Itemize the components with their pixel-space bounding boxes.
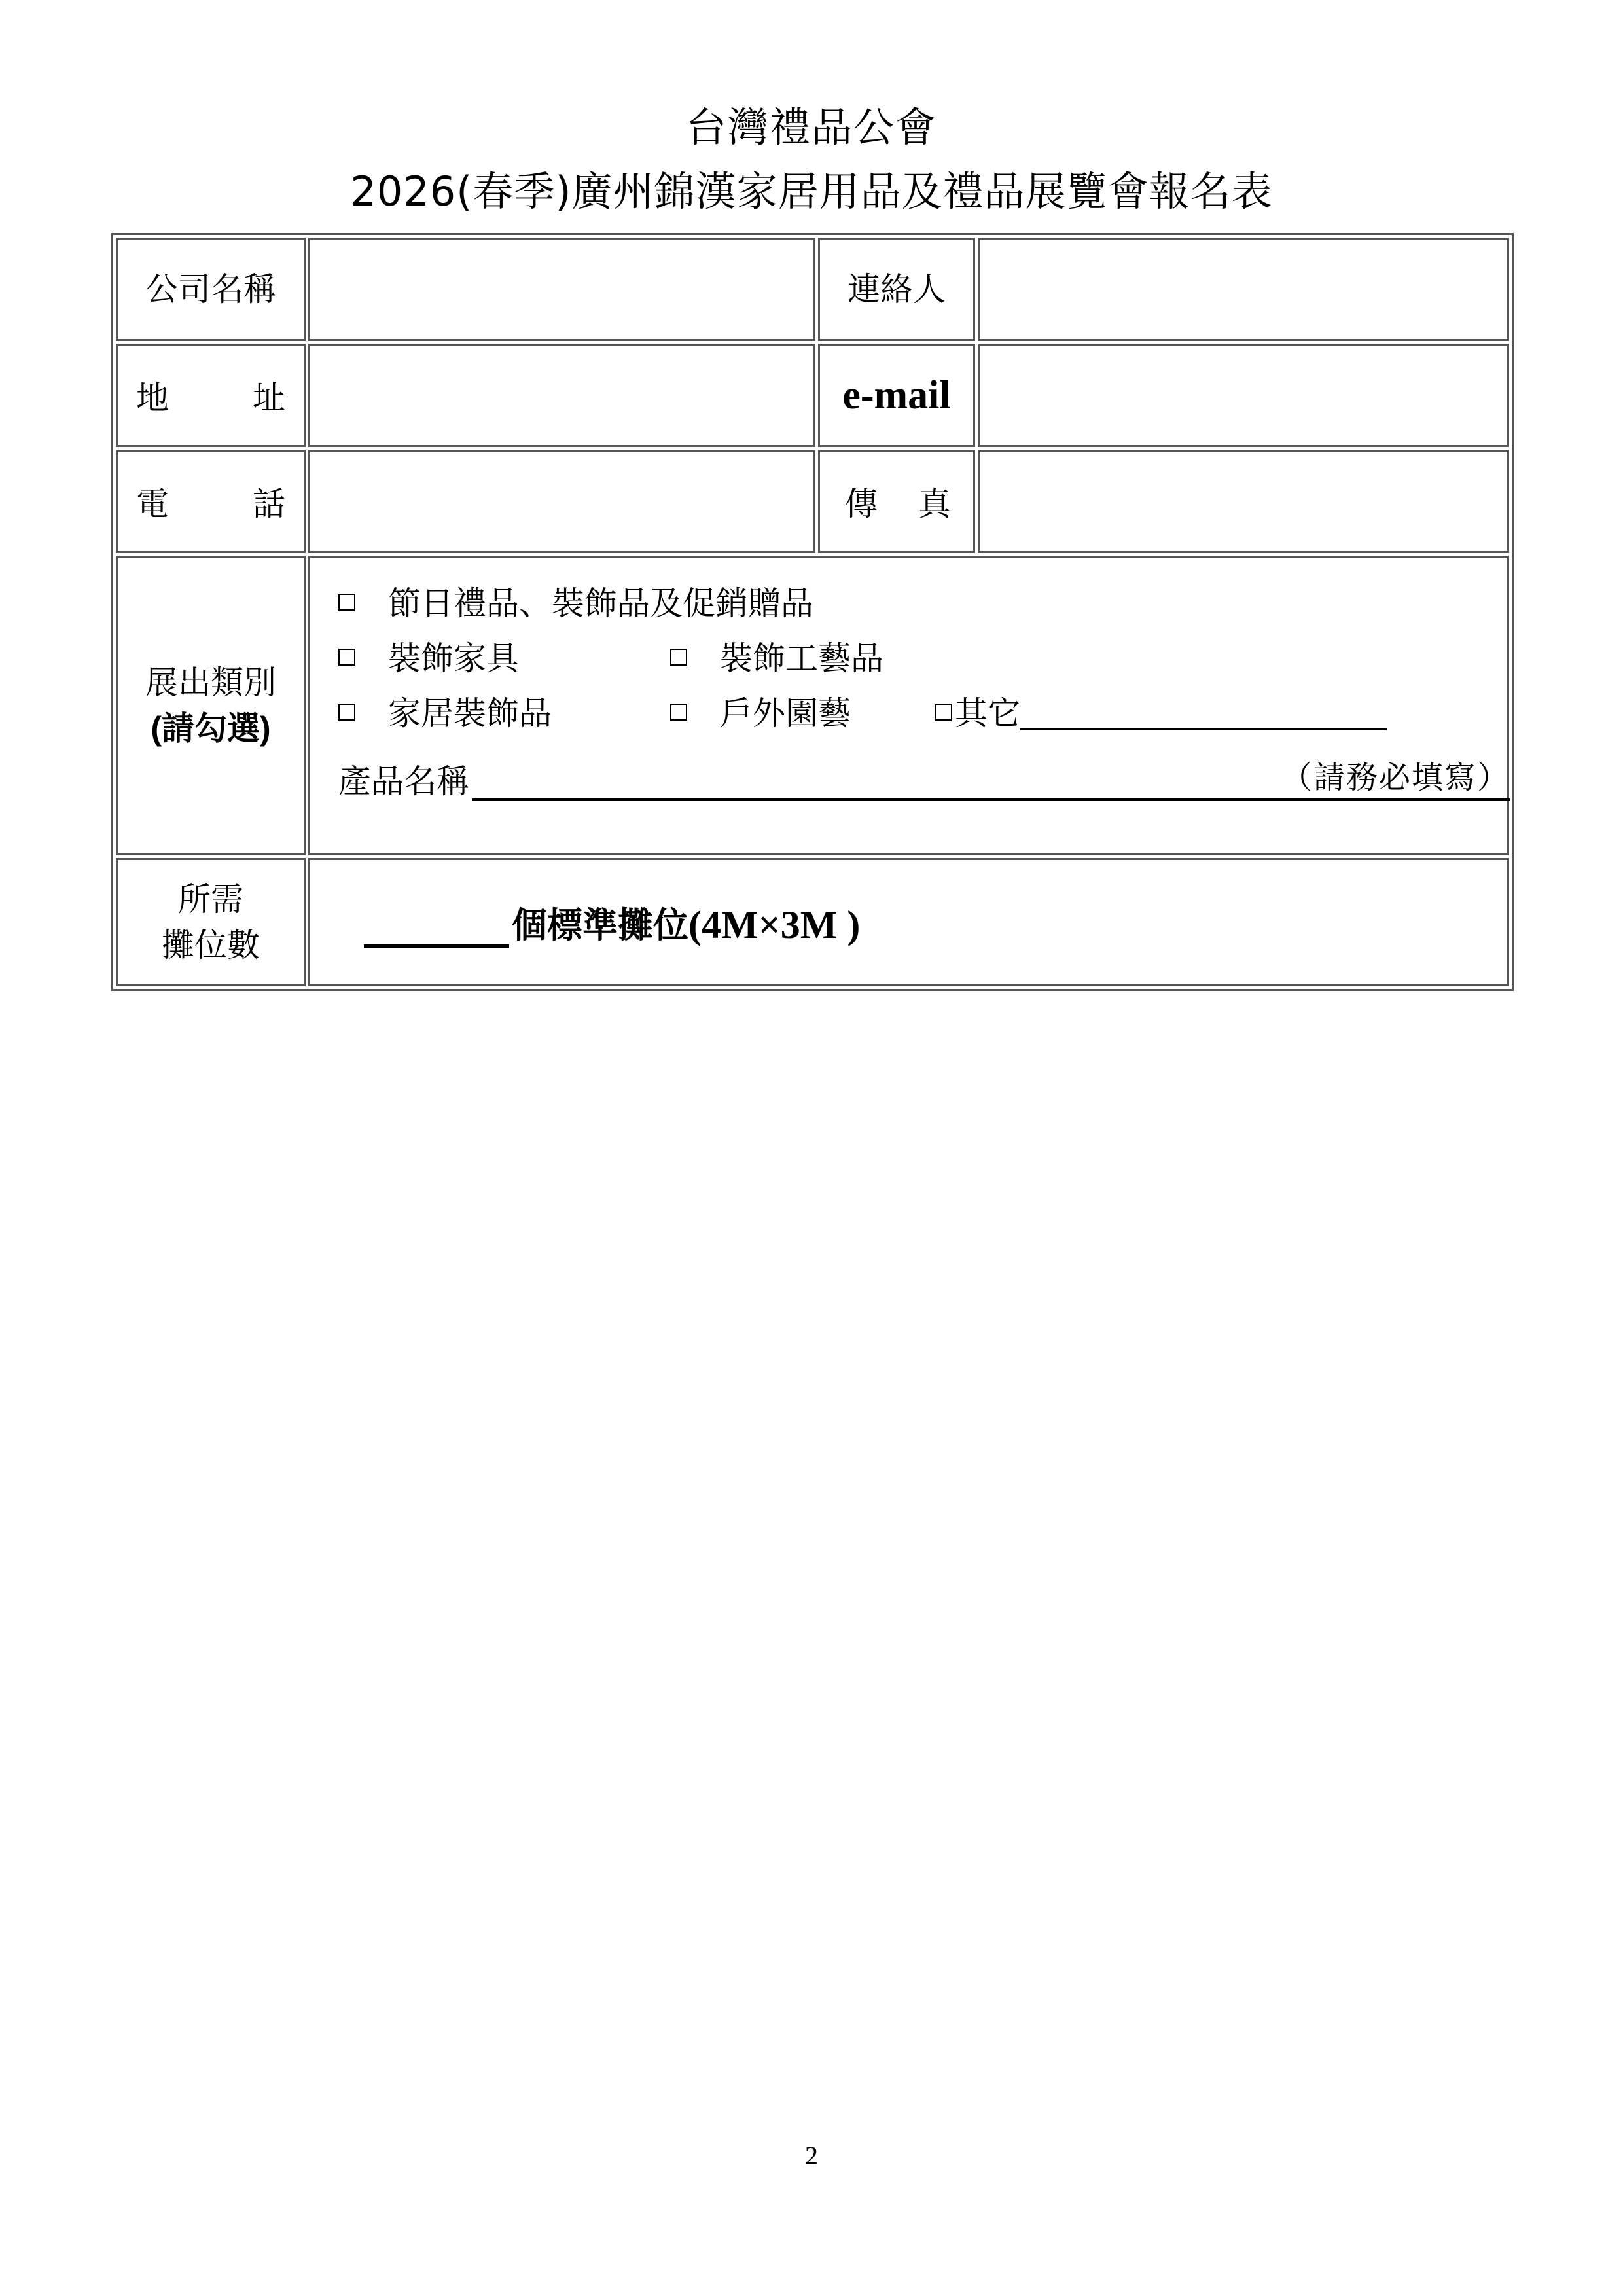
company-label: 公司名稱 (145, 270, 276, 308)
product-name-field[interactable] (472, 759, 1510, 801)
contact-person-field[interactable] (980, 240, 1507, 339)
checkbox-other[interactable] (935, 704, 952, 721)
category-label-home-decor: 家居裝飾品 (388, 694, 552, 732)
address-label-char2: 址 (253, 379, 285, 417)
category-label-other: 其它 (955, 694, 1020, 732)
fax-field[interactable] (980, 452, 1507, 551)
company-value-cell[interactable] (308, 238, 815, 341)
category-option-decor-furniture[interactable] (338, 639, 519, 678)
checkbox-decor-furniture[interactable] (338, 649, 355, 666)
company-name-field[interactable] (310, 240, 813, 339)
product-name-required-note: （請務必填寫） (1280, 759, 1510, 796)
category-options (310, 558, 1510, 853)
phone-label (118, 478, 304, 525)
checkbox-holiday-gifts[interactable] (338, 594, 355, 611)
booth-count-row (310, 897, 1507, 948)
fax-label-cell (818, 450, 975, 553)
company-label-cell (116, 238, 306, 341)
contact-value-cell[interactable] (978, 238, 1509, 341)
contact-label-cell (818, 238, 975, 341)
phone-field[interactable] (310, 452, 813, 551)
address-label-char1: 地 (136, 379, 169, 417)
booth-label-line1: 所需 (178, 880, 243, 918)
category-label-outdoor-garden: 戶外園藝 (720, 694, 851, 732)
form-title: 2026(春季)廣州錦漢家居用品及禮品展覽會報名表 (350, 168, 1273, 215)
category-label-line2: (請勾選) (151, 710, 271, 747)
category-option-outdoor-garden[interactable] (670, 694, 851, 733)
address-label-cell (116, 344, 306, 447)
fax-label-char2: 真 (918, 485, 951, 523)
address-value-cell[interactable] (308, 344, 815, 447)
category-option-decor-crafts[interactable] (670, 639, 883, 678)
category-label-holiday-gifts: 節日禮品、裝飾品及促銷贈品 (388, 584, 813, 622)
category-label (118, 660, 304, 751)
phone-value-cell[interactable] (308, 450, 815, 553)
fax-label (820, 478, 973, 525)
phone-label-char2: 話 (253, 485, 285, 523)
category-option-home-decor[interactable] (338, 694, 552, 733)
fax-label-char1: 傳 (845, 485, 878, 523)
contact-label: 連絡人 (847, 270, 946, 308)
category-label-decor-crafts: 裝飾工藝品 (720, 639, 883, 677)
product-name-row (338, 759, 1510, 801)
page-number: 2 (805, 2141, 818, 2170)
category-label-line1: 展出類別 (145, 664, 276, 702)
category-option-holiday-gifts[interactable] (338, 584, 813, 623)
booth-count-field[interactable] (364, 912, 509, 948)
row-category (116, 556, 1509, 855)
email-field[interactable] (980, 346, 1507, 445)
booth-value-cell (308, 858, 1509, 986)
row-booth (116, 858, 1509, 986)
email-label-cell (818, 344, 975, 447)
organization-name: 台灣禮品公會 (685, 103, 937, 151)
row-address (116, 344, 1509, 447)
fax-value-cell[interactable] (978, 450, 1509, 553)
booth-label (118, 876, 304, 968)
phone-label-cell (116, 450, 306, 553)
address-field[interactable] (310, 346, 813, 445)
product-name-label: 產品名稱 (338, 762, 469, 800)
checkbox-decor-crafts[interactable] (670, 649, 687, 666)
row-company (116, 238, 1509, 341)
category-label-decor-furniture: 裝飾家具 (388, 639, 519, 677)
category-label-cell (116, 556, 306, 855)
booth-label-cell (116, 858, 306, 986)
checkbox-outdoor-garden[interactable] (670, 704, 687, 721)
booth-text: 個標準攤位 (512, 904, 688, 946)
booth-label-line2: 攤位數 (162, 926, 260, 964)
row-phone (116, 450, 1509, 553)
phone-label-char1: 電 (136, 485, 169, 523)
email-value-cell[interactable] (978, 344, 1509, 447)
booth-size: (4M×3M ) (688, 903, 861, 946)
category-options-cell (308, 556, 1509, 855)
email-label: e-mail (842, 372, 951, 418)
form-header (0, 98, 1623, 226)
address-label (118, 372, 304, 419)
other-category-field[interactable] (1020, 696, 1387, 730)
category-option-other[interactable] (935, 694, 1387, 733)
registration-form-table (111, 233, 1514, 991)
checkbox-home-decor[interactable] (338, 704, 355, 721)
